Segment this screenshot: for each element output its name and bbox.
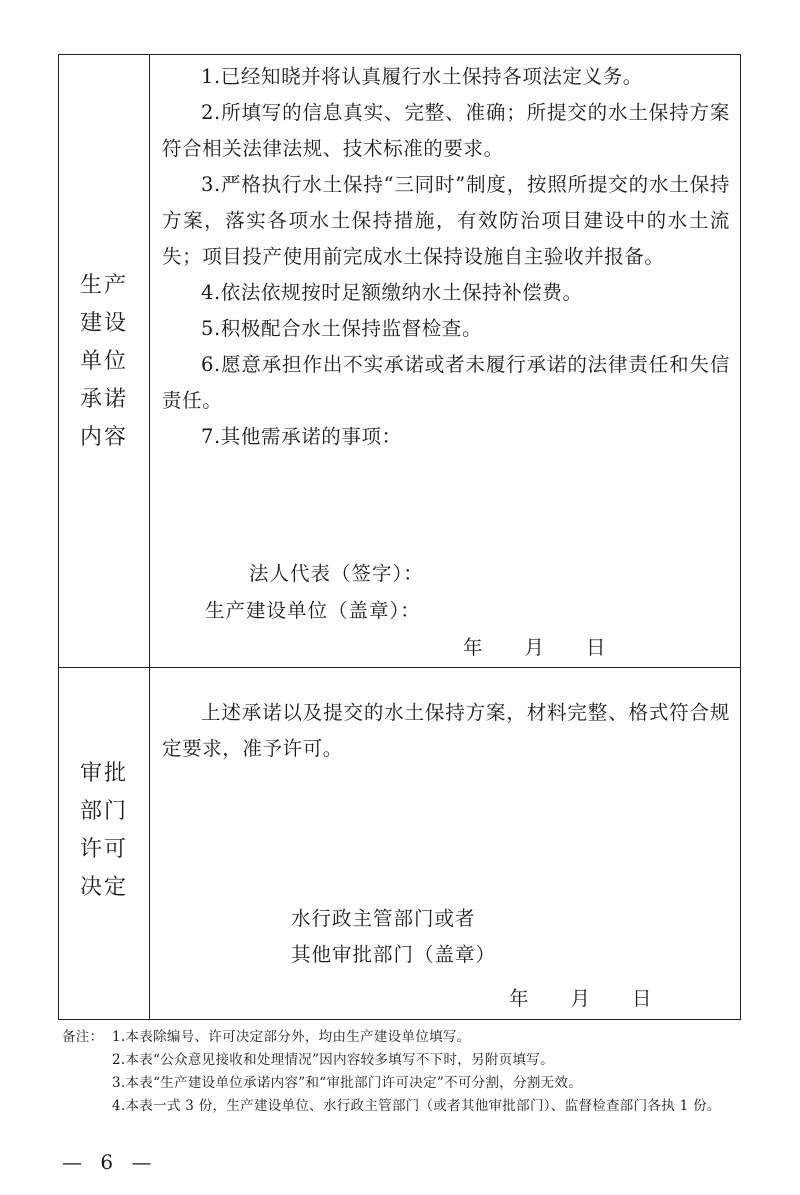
commitment-item: 4.依法依规按时足额缴纳水土保持补偿费。	[201, 281, 583, 304]
row-divider	[59, 667, 740, 668]
commitment-label-line: 承诺	[79, 387, 128, 412]
note-row	[62, 1095, 752, 1118]
note-row	[62, 1026, 752, 1049]
commitment-item: 3.严格执行水土保持“三同时”制度，按照所提交的水土保持方案，落实各项水土保持措施，有效防治项目建设中的水土流失；项目投产使用前完成水土保持设施自主验收并报备。	[162, 173, 730, 268]
approval-text: 上述承诺以及提交的水土保持方案，材料完整、格式符合规定要求，准予许可。	[162, 701, 730, 760]
notes-label: 备注：	[62, 1029, 104, 1045]
commitment-label-line: 单位	[79, 349, 128, 374]
page-number: — 6 —	[62, 1150, 158, 1174]
approval-dept-line1: 水行政主管部门或者	[291, 907, 476, 930]
commitment-item: 1.已经知晓并将认真履行水土保持各项法定义务。	[201, 65, 643, 88]
commitment-item: 5.积极配合水土保持监督检查。	[201, 317, 483, 340]
note-row	[62, 1049, 752, 1072]
approval-label-line: 部门	[79, 799, 128, 824]
commitment-label-line: 建设	[79, 311, 128, 336]
commitment-label-line: 内容	[79, 425, 128, 450]
commitment-label	[59, 267, 149, 457]
commitment-date: 年 月 日	[463, 636, 607, 659]
note-row	[62, 1072, 752, 1095]
approval-date: 年 月 日	[509, 987, 653, 1010]
commitment-content	[150, 59, 740, 455]
note-item: 2.本表“公众意见接收和处理情况”因内容较多填写不下时，另附页填写。	[112, 1052, 554, 1068]
approval-dept-line2: 其他审批部门（盖章）	[291, 943, 497, 966]
notes-section	[62, 1026, 752, 1118]
approval-label-line: 决定	[79, 875, 128, 900]
approval-label	[59, 755, 149, 907]
commitment-item: 6.愿意承担作出不实承诺或者未履行承诺的法律责任和失信责任。	[162, 353, 730, 412]
approval-content	[150, 695, 740, 767]
commitment-form-table	[58, 54, 741, 1020]
note-item: 1.本表除编号、许可决定部分外，均由生产建设单位填写。	[112, 1029, 471, 1045]
legal-rep-signature-label: 法人代表（签字）：	[249, 562, 424, 585]
approval-label-line: 审批	[79, 761, 128, 786]
unit-seal-label: 生产建设单位（盖章）：	[205, 599, 421, 622]
note-item: 4.本表一式 3 份，生产建设单位、水行政主管部门（或者其他审批部门）、监督检查部门各执 1 份。	[112, 1098, 721, 1114]
commitment-item: 7.其他需承诺的事项：	[201, 425, 402, 448]
approval-label-line: 许可	[79, 837, 128, 862]
note-item: 3.本表“生产建设单位承诺内容”和“审批部门许可决定”不可分割，分割无效。	[112, 1075, 583, 1091]
commitment-label-line: 生产	[79, 273, 128, 298]
commitment-item: 2.所填写的信息真实、完整、准确；所提交的水土保持方案符合相关法律法规、技术标准的要求。	[162, 101, 730, 160]
